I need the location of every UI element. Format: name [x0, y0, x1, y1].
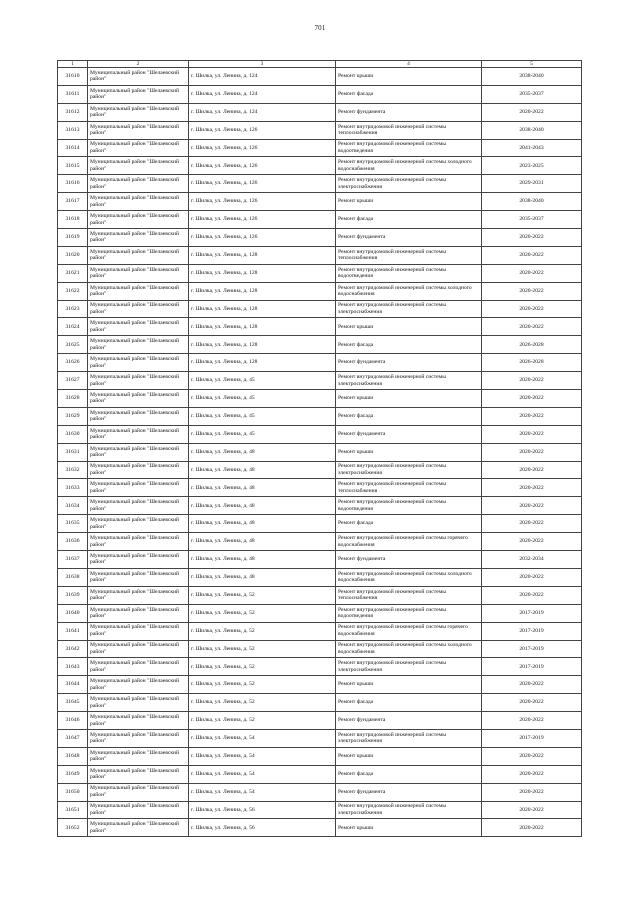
work-type-cell: Ремонт внутридомовой инженерной системы холодного водоснабжения	[336, 640, 482, 658]
period-cell: 2017-2019	[482, 622, 582, 640]
municipality-cell: Муниципальный район "Шелаевский район"	[88, 765, 189, 783]
work-type-cell: Ремонт внутридомовой инженерной системы горячего водоснабжения	[336, 533, 482, 551]
address-cell: г. Шилка, ул. Ленина, д. 52	[189, 586, 336, 604]
work-type-cell: Ремонт внутридомовой инженерной системы электроснабжения	[336, 729, 482, 747]
table-row	[58, 354, 582, 372]
municipality-cell: Муниципальный район "Шелаевский район"	[88, 515, 189, 533]
row-number-cell: 31615	[58, 157, 88, 175]
row-number-cell: 31619	[58, 229, 88, 247]
address-cell: г. Шилка, ул. Ленина, д. 52	[189, 694, 336, 712]
address-cell: г. Шилка, ул. Ленина, д. 48	[189, 533, 336, 551]
municipality-cell: Муниципальный район "Шелаевский район"	[88, 551, 189, 569]
period-cell: 2020-2022	[482, 479, 582, 497]
address-cell: г. Шилка, ул. Ленина, д. 128	[189, 264, 336, 282]
work-type-cell: Ремонт фундамента	[336, 354, 482, 372]
row-number-cell: 31652	[58, 819, 88, 837]
address-cell: г. Шилка, ул. Ленина, д. 52	[189, 676, 336, 694]
table-row	[58, 229, 582, 247]
row-number-cell: 31628	[58, 390, 88, 408]
row-number-cell: 31634	[58, 497, 88, 515]
municipality-cell: Муниципальный район "Шелаевский район"	[88, 640, 189, 658]
address-cell: г. Шилка, ул. Ленина, д. 126	[189, 193, 336, 211]
address-cell: г. Шилка, ул. Ленина, д. 128	[189, 282, 336, 300]
period-cell: 2020-2022	[482, 229, 582, 247]
row-number-cell: 31621	[58, 264, 88, 282]
address-cell: г. Шилка, ул. Ленина, д. 126	[189, 211, 336, 229]
period-cell: 2020-2022	[482, 568, 582, 586]
address-cell: г. Шилка, ул. Ленина, д. 128	[189, 318, 336, 336]
municipality-cell: Муниципальный район "Шелаевский район"	[88, 622, 189, 640]
address-cell: г. Шилка, ул. Ленина, д. 52	[189, 712, 336, 730]
table-row	[58, 300, 582, 318]
address-cell: г. Шилка, ул. Ленина, д. 128	[189, 300, 336, 318]
address-cell: г. Шилка, ул. Ленина, д. 128	[189, 354, 336, 372]
table-row	[58, 568, 582, 586]
municipality-cell: Муниципальный район "Шелаевский район"	[88, 103, 189, 121]
address-cell: г. Шилка, ул. Ленина, д. 56	[189, 819, 336, 837]
page-number: 701	[314, 24, 326, 32]
row-number-cell: 31625	[58, 336, 88, 354]
address-cell: г. Шилка, ул. Ленина, д. 56	[189, 801, 336, 819]
table-row	[58, 318, 582, 336]
table-row	[58, 676, 582, 694]
row-number-cell: 31624	[58, 318, 88, 336]
table-row	[58, 783, 582, 801]
table-row	[58, 801, 582, 819]
table-row	[58, 586, 582, 604]
address-cell: г. Шилка, ул. Ленина, д. 48	[189, 497, 336, 515]
municipality-cell: Муниципальный район "Шелаевский район"	[88, 390, 189, 408]
table-row	[58, 121, 582, 139]
row-number-cell: 31639	[58, 586, 88, 604]
municipality-cell: Муниципальный район "Шелаевский район"	[88, 461, 189, 479]
table-row	[58, 622, 582, 640]
period-cell: 2020-2022	[482, 425, 582, 443]
row-number-cell: 31636	[58, 533, 88, 551]
municipality-cell: Муниципальный район "Шелаевский район"	[88, 157, 189, 175]
address-cell: г. Шилка, ул. Ленина, д. 124	[189, 103, 336, 121]
municipality-cell: Муниципальный район "Шелаевский район"	[88, 801, 189, 819]
period-cell: 2020-2022	[482, 694, 582, 712]
work-type-cell: Ремонт внутридомовой инженерной системы электроснабжения	[336, 300, 482, 318]
column-header: 5	[482, 61, 582, 68]
work-type-cell: Ремонт внутридомовой инженерной системы электроснабжения	[336, 461, 482, 479]
address-cell: г. Шилка, ул. Ленина, д. 48	[189, 461, 336, 479]
row-number-cell: 31617	[58, 193, 88, 211]
municipality-cell: Муниципальный район "Шелаевский район"	[88, 729, 189, 747]
address-cell: г. Шилка, ул. Ленина, д. 48	[189, 515, 336, 533]
period-cell: 2020-2022	[482, 443, 582, 461]
work-type-cell: Ремонт внутридомовой инженерной системы холодного водоснабжения	[336, 568, 482, 586]
period-cell: 2035-2037	[482, 211, 582, 229]
period-cell: 2020-2022	[482, 282, 582, 300]
table-row	[58, 336, 582, 354]
work-type-cell: Ремонт фасада	[336, 85, 482, 103]
municipality-cell: Муниципальный район "Шелаевский район"	[88, 354, 189, 372]
work-type-cell: Ремонт внутридомовой инженерной системы водоотведения	[336, 139, 482, 157]
address-cell: г. Шилка, ул. Ленина, д. 54	[189, 729, 336, 747]
row-number-cell: 31637	[58, 551, 88, 569]
address-cell: г. Шилка, ул. Ленина, д. 48	[189, 479, 336, 497]
period-cell: 2029-2031	[482, 175, 582, 193]
work-type-cell: Ремонт крыши	[336, 318, 482, 336]
period-cell: 2026-2028	[482, 336, 582, 354]
row-number-cell: 31648	[58, 747, 88, 765]
row-number-cell: 31622	[58, 282, 88, 300]
address-cell: г. Шилка, ул. Ленина, д. 54	[189, 783, 336, 801]
municipality-cell: Муниципальный район "Шелаевский район"	[88, 264, 189, 282]
period-cell: 2020-2022	[482, 264, 582, 282]
work-type-cell: Ремонт внутридомовой инженерной системы теплоснабжения	[336, 246, 482, 264]
row-number-cell: 31645	[58, 694, 88, 712]
municipality-cell: Муниципальный район "Шелаевский район"	[88, 747, 189, 765]
period-cell: 2017-2019	[482, 604, 582, 622]
table-row	[58, 407, 582, 425]
row-number-cell: 31610	[58, 68, 88, 86]
work-type-cell: Ремонт внутридомовой инженерной системы электроснабжения	[336, 801, 482, 819]
row-number-cell: 31647	[58, 729, 88, 747]
row-number-cell: 31618	[58, 211, 88, 229]
table-row	[58, 443, 582, 461]
work-type-cell: Ремонт внутридомовой инженерной системы электроснабжения	[336, 372, 482, 390]
table-row	[58, 497, 582, 515]
table-row	[58, 551, 582, 569]
address-cell: г. Шилка, ул. Ленина, д. 126	[189, 175, 336, 193]
work-type-cell: Ремонт внутридомовой инженерной системы теплоснабжения	[336, 586, 482, 604]
municipality-cell: Муниципальный район "Шелаевский район"	[88, 68, 189, 86]
table-header-row	[58, 61, 582, 68]
period-cell: 2020-2022	[482, 586, 582, 604]
period-cell: 2020-2022	[482, 390, 582, 408]
row-number-cell: 31630	[58, 425, 88, 443]
table-row	[58, 425, 582, 443]
row-number-cell: 31614	[58, 139, 88, 157]
period-cell: 2041-2043	[482, 139, 582, 157]
row-number-cell: 31620	[58, 246, 88, 264]
work-type-cell: Ремонт крыши	[336, 193, 482, 211]
address-cell: г. Шилка, ул. Ленина, д. 45	[189, 372, 336, 390]
work-type-cell: Ремонт внутридомовой инженерной системы электроснабжения	[336, 658, 482, 676]
address-cell: г. Шилка, ул. Ленина, д. 52	[189, 622, 336, 640]
municipality-cell: Муниципальный район "Шелаевский район"	[88, 425, 189, 443]
table-row	[58, 68, 582, 86]
work-type-cell: Ремонт внутридомовой инженерной системы водоотведения	[336, 497, 482, 515]
municipality-cell: Муниципальный район "Шелаевский район"	[88, 246, 189, 264]
table-row	[58, 139, 582, 157]
municipality-cell: Муниципальный район "Шелаевский район"	[88, 783, 189, 801]
work-type-cell: Ремонт внутридомовой инженерной системы холодного водоснабжения	[336, 157, 482, 175]
address-cell: г. Шилка, ул. Ленина, д. 45	[189, 407, 336, 425]
work-type-cell: Ремонт внутридомовой инженерной системы электроснабжения	[336, 175, 482, 193]
period-cell: 2038-2040	[482, 193, 582, 211]
address-cell: г. Шилка, ул. Ленина, д. 48	[189, 568, 336, 586]
address-cell: г. Шилка, ул. Ленина, д. 126	[189, 121, 336, 139]
row-number-cell: 31613	[58, 121, 88, 139]
address-cell: г. Шилка, ул. Ленина, д. 45	[189, 425, 336, 443]
period-cell: 2020-2022	[482, 372, 582, 390]
municipality-cell: Муниципальный район "Шелаевский район"	[88, 676, 189, 694]
table-row	[58, 729, 582, 747]
municipality-cell: Муниципальный район "Шелаевский район"	[88, 229, 189, 247]
work-type-cell: Ремонт крыши	[336, 747, 482, 765]
municipality-cell: Муниципальный район "Шелаевский район"	[88, 282, 189, 300]
column-header: 2	[88, 61, 189, 68]
period-cell: 2020-2022	[482, 783, 582, 801]
address-cell: г. Шилка, ул. Ленина, д. 128	[189, 336, 336, 354]
work-type-cell: Ремонт внутридомовой инженерной системы водоотведения	[336, 264, 482, 282]
table-row	[58, 658, 582, 676]
address-cell: г. Шилка, ул. Ленина, д. 124	[189, 85, 336, 103]
period-cell: 2020-2022	[482, 801, 582, 819]
address-cell: г. Шилка, ул. Ленина, д. 124	[189, 68, 336, 86]
period-cell: 2020-2022	[482, 318, 582, 336]
row-number-cell: 31635	[58, 515, 88, 533]
work-type-cell: Ремонт фасада	[336, 765, 482, 783]
table-row	[58, 604, 582, 622]
address-cell: г. Шилка, ул. Ленина, д. 54	[189, 747, 336, 765]
work-type-cell: Ремонт фундамента	[336, 551, 482, 569]
municipality-cell: Муниципальный район "Шелаевский район"	[88, 407, 189, 425]
work-type-cell: Ремонт внутридомовой инженерной системы теплоснабжения	[336, 121, 482, 139]
municipality-cell: Муниципальный район "Шелаевский район"	[88, 139, 189, 157]
address-cell: г. Шилка, ул. Ленина, д. 48	[189, 551, 336, 569]
column-header: 3	[189, 61, 336, 68]
work-type-cell: Ремонт внутридомовой инженерной системы холодного водоснабжения	[336, 282, 482, 300]
row-number-cell: 31642	[58, 640, 88, 658]
address-cell: г. Шилка, ул. Ленина, д. 126	[189, 229, 336, 247]
municipality-cell: Муниципальный район "Шелаевский район"	[88, 443, 189, 461]
row-number-cell: 31640	[58, 604, 88, 622]
municipality-cell: Муниципальный район "Шелаевский район"	[88, 819, 189, 837]
municipality-cell: Муниципальный район "Шелаевский район"	[88, 85, 189, 103]
row-number-cell: 31631	[58, 443, 88, 461]
period-cell: 2035-2037	[482, 85, 582, 103]
table-row	[58, 103, 582, 121]
work-type-cell: Ремонт крыши	[336, 68, 482, 86]
table-row	[58, 175, 582, 193]
period-cell: 2017-2019	[482, 658, 582, 676]
row-number-cell: 31612	[58, 103, 88, 121]
work-type-cell: Ремонт фасада	[336, 211, 482, 229]
repair-schedule-table	[57, 60, 582, 837]
work-type-cell: Ремонт фундамента	[336, 103, 482, 121]
table-row	[58, 246, 582, 264]
address-cell: г. Шилка, ул. Ленина, д. 52	[189, 604, 336, 622]
table-row	[58, 765, 582, 783]
municipality-cell: Муниципальный район "Шелаевский район"	[88, 586, 189, 604]
address-cell: г. Шилка, ул. Ленина, д. 52	[189, 658, 336, 676]
work-type-cell: Ремонт внутридомовой инженерной системы теплоснабжения	[336, 479, 482, 497]
address-cell: г. Шилка, ул. Ленина, д. 45	[189, 390, 336, 408]
municipality-cell: Муниципальный район "Шелаевский район"	[88, 568, 189, 586]
table-row	[58, 515, 582, 533]
period-cell: 2020-2022	[482, 246, 582, 264]
table-row	[58, 640, 582, 658]
table-row	[58, 372, 582, 390]
table-row	[58, 390, 582, 408]
row-number-cell: 31629	[58, 407, 88, 425]
row-number-cell: 31641	[58, 622, 88, 640]
address-cell: г. Шилка, ул. Ленина, д. 52	[189, 640, 336, 658]
table-row	[58, 282, 582, 300]
row-number-cell: 31650	[58, 783, 88, 801]
period-cell: 2020-2022	[482, 103, 582, 121]
municipality-cell: Муниципальный район "Шелаевский район"	[88, 193, 189, 211]
municipality-cell: Муниципальный район "Шелаевский район"	[88, 175, 189, 193]
address-cell: г. Шилка, ул. Ленина, д. 126	[189, 157, 336, 175]
period-cell: 2020-2022	[482, 300, 582, 318]
work-type-cell: Ремонт крыши	[336, 443, 482, 461]
period-cell: 2020-2022	[482, 407, 582, 425]
column-header: 4	[336, 61, 482, 68]
table-row	[58, 85, 582, 103]
row-number-cell: 31632	[58, 461, 88, 479]
work-type-cell: Ремонт крыши	[336, 390, 482, 408]
municipality-cell: Муниципальный район "Шелаевский район"	[88, 336, 189, 354]
work-type-cell: Ремонт фундамента	[336, 783, 482, 801]
period-cell: 2038-2040	[482, 121, 582, 139]
work-type-cell: Ремонт внутридомовой инженерной системы горячего водоснабжения	[336, 622, 482, 640]
work-type-cell: Ремонт крыши	[336, 819, 482, 837]
row-number-cell: 31651	[58, 801, 88, 819]
municipality-cell: Муниципальный район "Шелаевский район"	[88, 479, 189, 497]
work-type-cell: Ремонт фасада	[336, 515, 482, 533]
municipality-cell: Муниципальный район "Шелаевский район"	[88, 694, 189, 712]
row-number-cell: 31623	[58, 300, 88, 318]
table-row	[58, 694, 582, 712]
table-row	[58, 211, 582, 229]
period-cell: 2032-2034	[482, 551, 582, 569]
municipality-cell: Муниципальный район "Шелаевский район"	[88, 121, 189, 139]
row-number-cell: 31649	[58, 765, 88, 783]
work-type-cell: Ремонт фундамента	[336, 229, 482, 247]
work-type-cell: Ремонт фасада	[336, 694, 482, 712]
row-number-cell: 31643	[58, 658, 88, 676]
row-number-cell: 31646	[58, 712, 88, 730]
municipality-cell: Муниципальный район "Шелаевский район"	[88, 712, 189, 730]
table-row	[58, 712, 582, 730]
address-cell: г. Шилка, ул. Ленина, д. 54	[189, 765, 336, 783]
municipality-cell: Муниципальный район "Шелаевский район"	[88, 300, 189, 318]
table-body	[58, 68, 582, 837]
period-cell: 2017-2019	[482, 640, 582, 658]
row-number-cell: 31638	[58, 568, 88, 586]
period-cell: 2023-2025	[482, 157, 582, 175]
period-cell: 2020-2022	[482, 712, 582, 730]
period-cell: 2020-2022	[482, 676, 582, 694]
municipality-cell: Муниципальный район "Шелаевский район"	[88, 604, 189, 622]
row-number-cell: 31616	[58, 175, 88, 193]
municipality-cell: Муниципальный район "Шелаевский район"	[88, 318, 189, 336]
row-number-cell: 31633	[58, 479, 88, 497]
period-cell: 2017-2019	[482, 729, 582, 747]
row-number-cell: 31644	[58, 676, 88, 694]
row-number-cell: 31611	[58, 85, 88, 103]
period-cell: 2020-2022	[482, 461, 582, 479]
municipality-cell: Муниципальный район "Шелаевский район"	[88, 372, 189, 390]
column-header: 1	[58, 61, 88, 68]
work-type-cell: Ремонт крыши	[336, 676, 482, 694]
table-row	[58, 479, 582, 497]
table-row	[58, 264, 582, 282]
municipality-cell: Муниципальный район "Шелаевский район"	[88, 658, 189, 676]
period-cell: 2020-2022	[482, 533, 582, 551]
work-type-cell: Ремонт фундамента	[336, 425, 482, 443]
table-row	[58, 461, 582, 479]
table-row	[58, 157, 582, 175]
table-row	[58, 193, 582, 211]
address-cell: г. Шилка, ул. Ленина, д. 126	[189, 139, 336, 157]
address-cell: г. Шилка, ул. Ленина, д. 48	[189, 443, 336, 461]
address-cell: г. Шилка, ул. Ленина, д. 128	[189, 246, 336, 264]
table-row	[58, 819, 582, 837]
municipality-cell: Муниципальный район "Шелаевский район"	[88, 211, 189, 229]
period-cell: 2026-2028	[482, 354, 582, 372]
period-cell: 2020-2022	[482, 819, 582, 837]
table-row	[58, 533, 582, 551]
period-cell: 2020-2022	[482, 515, 582, 533]
municipality-cell: Муниципальный район "Шелаевский район"	[88, 497, 189, 515]
period-cell: 2020-2022	[482, 765, 582, 783]
row-number-cell: 31627	[58, 372, 88, 390]
period-cell: 2020-2022	[482, 747, 582, 765]
table-row	[58, 747, 582, 765]
municipality-cell: Муниципальный район "Шелаевский район"	[88, 533, 189, 551]
work-type-cell: Ремонт фасада	[336, 407, 482, 425]
period-cell: 2038-2040	[482, 68, 582, 86]
period-cell: 2020-2022	[482, 497, 582, 515]
row-number-cell: 31626	[58, 354, 88, 372]
work-type-cell: Ремонт фундамента	[336, 712, 482, 730]
work-type-cell: Ремонт внутридомовой инженерной системы водоотведения	[336, 604, 482, 622]
work-type-cell: Ремонт фасада	[336, 336, 482, 354]
